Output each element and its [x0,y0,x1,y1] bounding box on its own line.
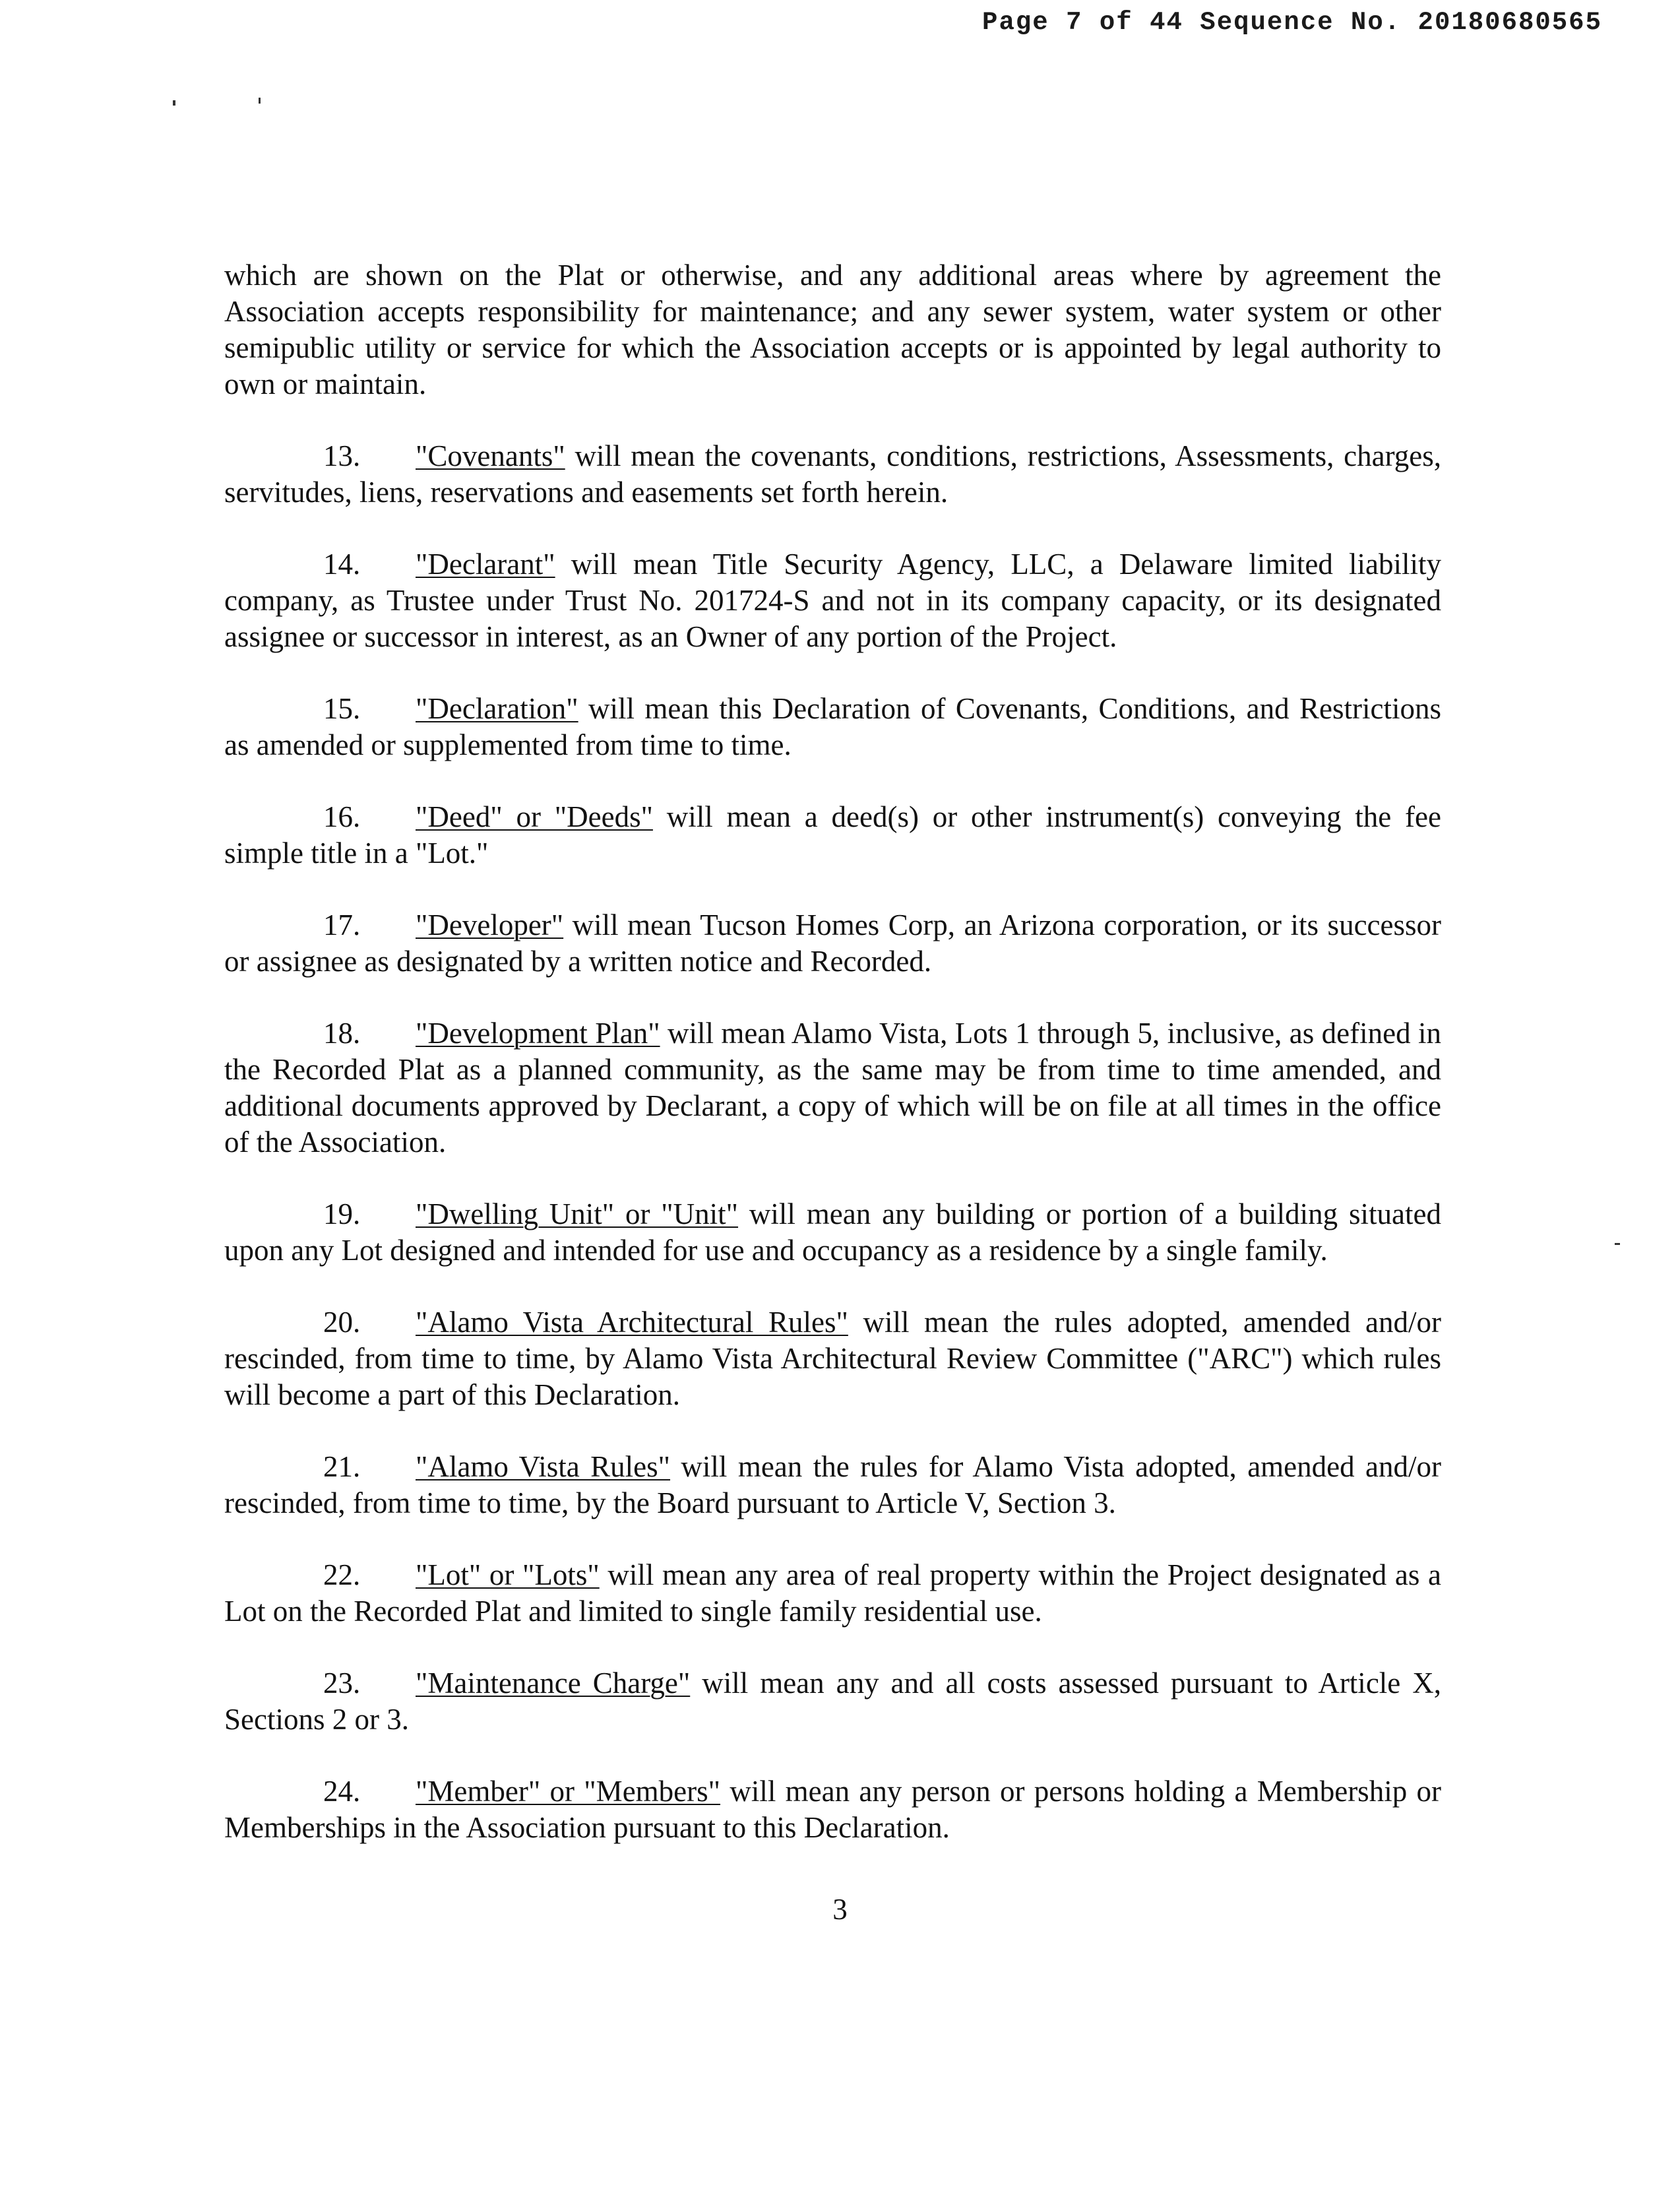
defined-term: "Development Plan" [416,1017,660,1050]
definition-number: 14. [323,548,361,581]
definition-24 [224,1773,1441,1846]
definition-14 [224,546,1441,655]
definition-text: will mean the covenants, conditions, restrictions, Assessments, charges, servitudes, liens, reservations and easements set forth herein. [224,439,1441,509]
definition-number: 18. [323,1017,361,1050]
definition-text: will mean this Declaration of Covenants, Conditions, and Restrictions as amended or supplemented from time to time. [224,692,1441,761]
definition-number: 19. [323,1197,361,1230]
defined-term: "Deed" or "Deeds" [416,800,653,833]
definition-text: will mean any building or portion of a building situated upon any Lot designed and intended for use and occupancy as a residence by a single family. [224,1197,1441,1267]
defined-term: "Developer" [416,908,564,941]
definition-13 [224,438,1441,511]
defined-term: "Maintenance Charge" [416,1667,691,1700]
definition-text: will mean Title Security Agency, LLC, a Delaware limited liability company, as Trustee under Trust No. 201724-S and not in its company capacity, or its designated assignee or successor in interest, as an Owner of any portion of the Project. [224,548,1441,653]
definition-number: 23. [323,1667,361,1700]
definition-23 [224,1665,1441,1738]
definition-text: will mean any person or persons holding a Membership or Memberships in the Association pursuant to this Declaration. [224,1775,1441,1844]
defined-term: "Dwelling Unit" or "Unit" [416,1197,739,1230]
definition-20 [224,1304,1441,1413]
definition-text: will mean the rules adopted, amended and/or rescinded, from time to time, by Alamo Vista Architectural Review Committee ("ARC") which rules will become a part of this Declaration. [224,1306,1441,1411]
definition-16 [224,799,1441,872]
definition-number: 20. [323,1306,361,1339]
definition-19 [224,1196,1441,1269]
defined-term: "Covenants" [416,439,565,472]
defined-term: "Alamo Vista Architectural Rules" [416,1306,848,1339]
defined-term: "Member" or "Members" [416,1775,721,1808]
document-body [224,257,1441,1882]
defined-term: "Declaration" [416,692,578,725]
definition-number: 22. [323,1558,361,1591]
definition-15 [224,691,1441,763]
definition-number: 13. [323,439,361,472]
definition-17 [224,907,1441,980]
scan-speck [1615,1243,1620,1245]
definition-text: will mean Tucson Homes Corp, an Arizona corporation, or its successor or assignee as designated by a written notice and Recorded. [224,908,1441,978]
definition-18 [224,1015,1441,1161]
definition-number: 15. [323,692,361,725]
page-number: 3 [832,1893,848,1926]
defined-term: "Declarant" [416,548,555,581]
defined-term: "Lot" or "Lots" [416,1558,600,1591]
defined-term: "Alamo Vista Rules" [416,1450,671,1483]
definition-21 [224,1449,1441,1521]
intro-paragraph: which are shown on the Plat or otherwise, and any additional areas where by agreement the Association accepts responsibility for maintenance; and any sewer system, water system or other semipublic utility or service for which the Association accepts or is appointed by legal authority to own or maintain. [224,259,1441,400]
definition-text: will mean Alamo Vista, Lots 1 through 5, inclusive, as defined in the Recorded Plat as a planned community, as the same may be from time to time amended, and additional documents approved by Declarant, a copy of which will be on file at all times in the office of the Association. [224,1017,1441,1159]
scan-speck [173,100,175,106]
definition-number: 21. [323,1450,361,1483]
definition-text: will mean any area of real property within the Project designated as a Lot on the Recorded Plat and limited to single family residential use. [224,1558,1441,1628]
definition-text: will mean a deed(s) or other instrument(s) conveying the fee simple title in a "Lot." [224,800,1441,870]
scan-speck [259,98,261,104]
page-sequence-stamp: Page 7 of 44 Sequence No. 20180680565 [982,8,1602,37]
definition-text: will mean any and all costs assessed pursuant to Article X, Sections 2 or 3. [224,1667,1441,1736]
definition-number: 17. [323,908,361,941]
definition-text: will mean the rules for Alamo Vista adopted, amended and/or rescinded, from time to time, by the Board pursuant to Article V, Section 3. [224,1450,1441,1519]
definition-number: 24. [323,1775,361,1808]
definition-22 [224,1557,1441,1630]
definition-number: 16. [323,800,361,833]
